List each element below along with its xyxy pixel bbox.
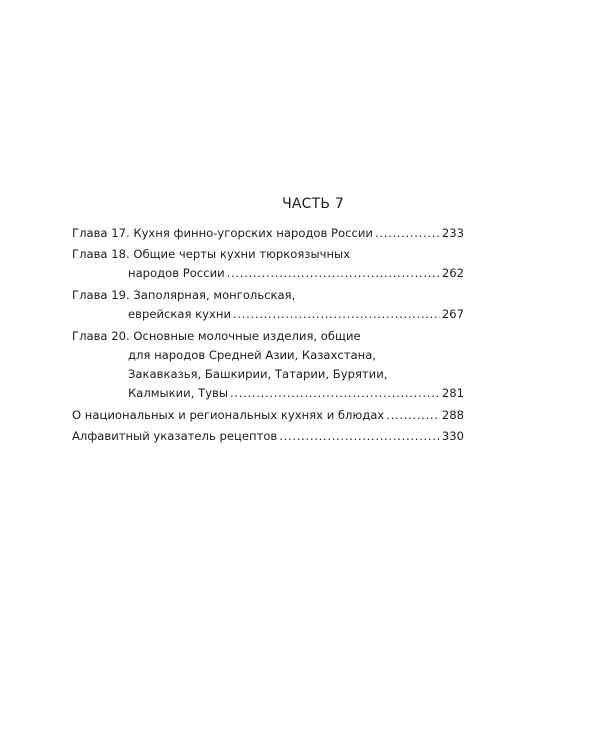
page-number: 330 [441, 429, 464, 443]
chapter-title-continued: Калмыкии, Тувы [128, 386, 229, 400]
toc-entry-chapter-17[interactable] [72, 224, 464, 243]
page-number: 262 [441, 266, 464, 280]
toc-entry-chapter-19[interactable] [72, 286, 464, 324]
chapter-title-continued: еврейская кухни [128, 307, 231, 321]
dot-leader [279, 427, 440, 446]
table-of-contents [72, 224, 464, 448]
dot-leader [375, 224, 440, 243]
chapter-title: Общие черты кухни тюркоязычных [133, 247, 351, 261]
chapter-title-continued: народов России [128, 266, 225, 280]
chapter-title: Кухня финно-угорских народов России [133, 226, 373, 240]
dot-leader [227, 264, 440, 283]
page-number: 288 [441, 408, 464, 422]
dot-leader [386, 406, 440, 425]
part-title: ЧАСТЬ 7 [282, 196, 344, 212]
page-number: 281 [441, 386, 464, 400]
section-title: Алфавитный указатель рецептов [72, 429, 278, 443]
toc-entry-chapter-20[interactable] [72, 327, 464, 403]
dot-leader [230, 384, 440, 403]
chapter-title-continued: Закавказья, Башкирии, Татарии, Бурятии, [128, 367, 388, 381]
chapter-title: Основные молочные изделия, общие [133, 329, 361, 343]
page-number: 267 [441, 307, 464, 321]
chapter-title: Заполярная, монгольская, [133, 288, 296, 302]
toc-entry-recipe-index[interactable] [72, 427, 464, 446]
chapter-label: Глава 20. [72, 329, 130, 343]
chapter-label: Глава 18. [72, 247, 130, 261]
chapter-title-continued: для народов Средней Азии, Казахстана, [128, 348, 376, 362]
dot-leader [233, 305, 440, 324]
chapter-label: Глава 19. [72, 288, 130, 302]
section-title: О национальных и региональных кухнях и блюдах [72, 408, 385, 422]
page-number: 233 [441, 226, 464, 240]
toc-entry-chapter-18[interactable] [72, 245, 464, 283]
toc-entry-national-cuisines[interactable] [72, 406, 464, 425]
chapter-label: Глава 17. [72, 226, 130, 240]
